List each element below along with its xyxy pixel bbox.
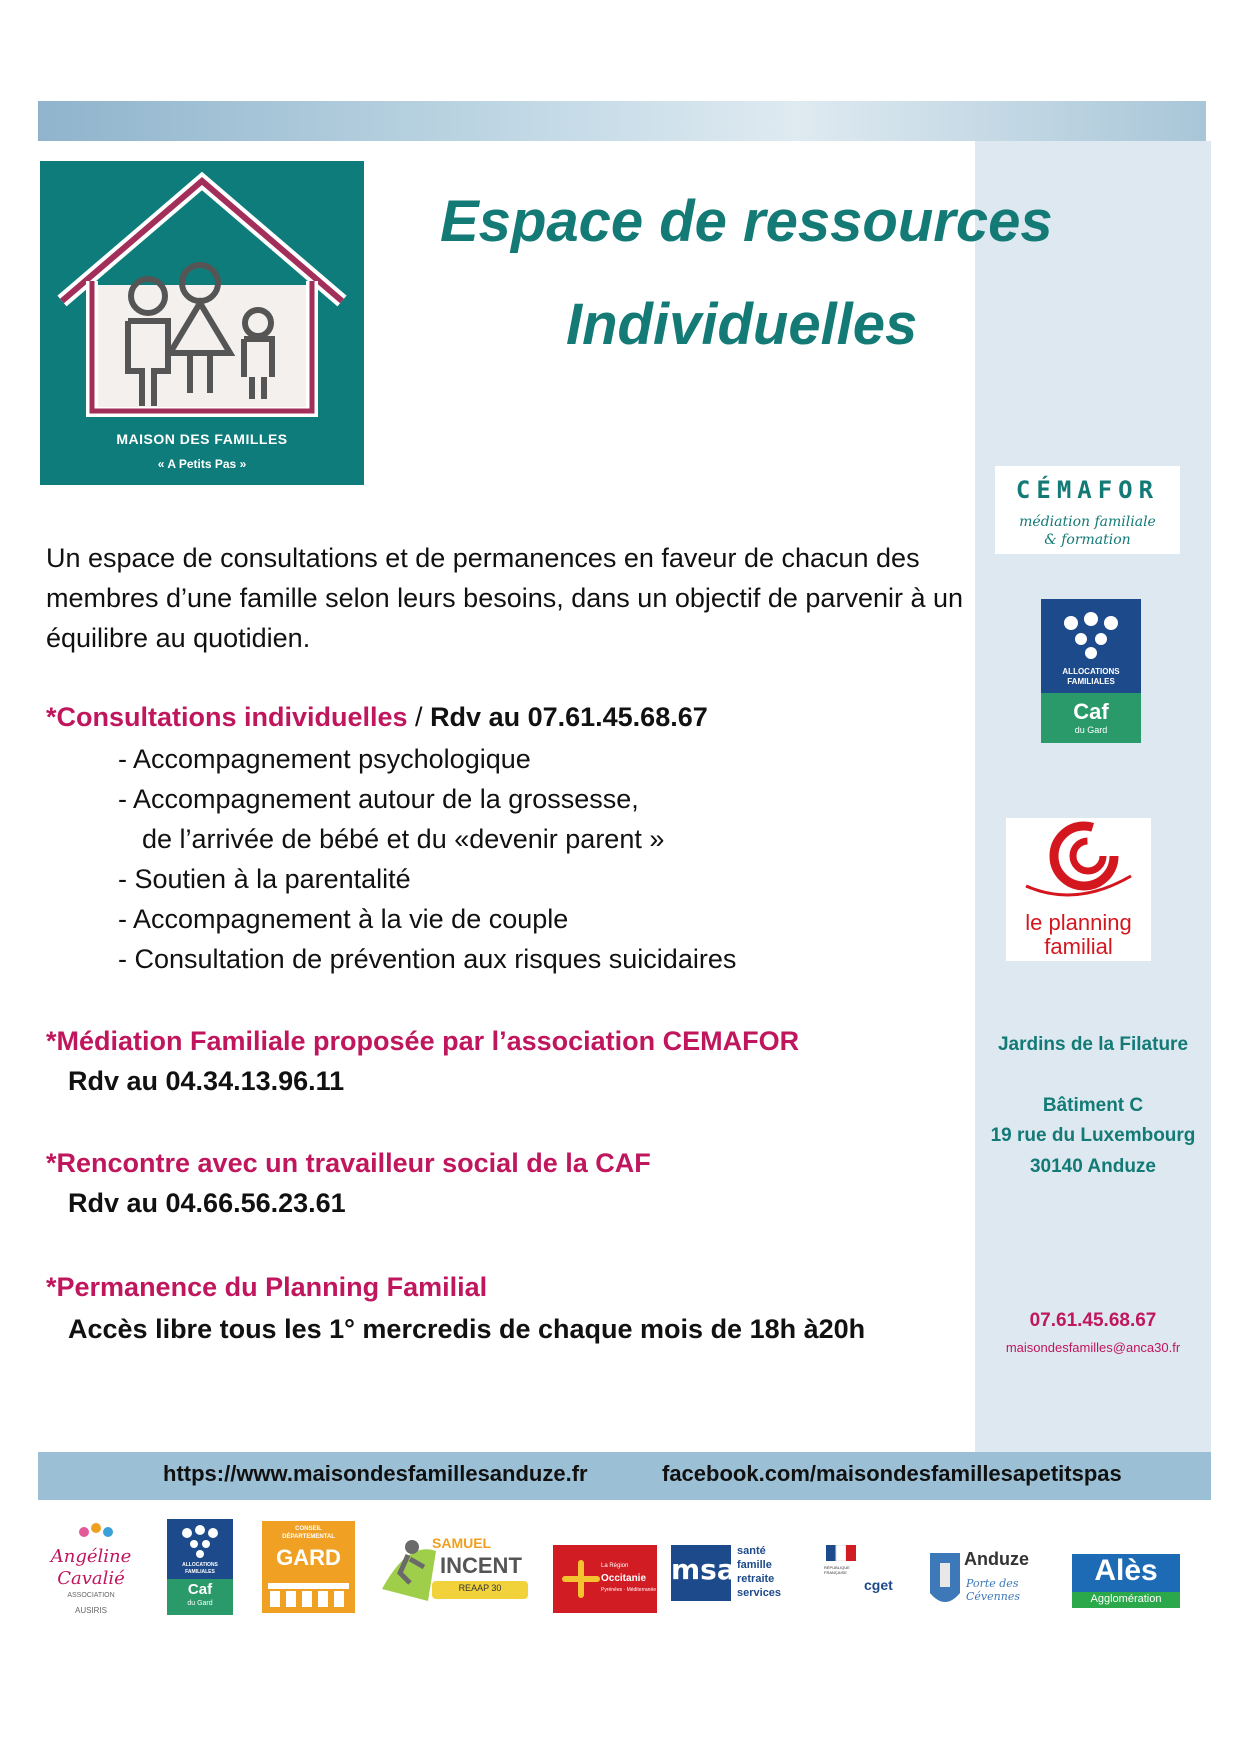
list-item: - Soutien à la parentalité [118,864,411,894]
title-line-2: Individuelles [566,292,918,357]
caf-line-3: Caf [1073,699,1109,724]
planning-familial-logo [1006,818,1151,961]
angeline-line-3: ASSOCIATION [67,1592,115,1599]
website-link[interactable]: https://www.maisondesfamillesanduze.fr [163,1461,588,1486]
facebook-link[interactable]: facebook.com/maisondesfamillesapetitspas [662,1461,1122,1486]
list-item: - Accompagnement psychologique [118,744,531,774]
caf-line-4: du Gard [1074,725,1108,735]
sidebar-email[interactable]: maisondesfamilles@anca30.fr [1005,1340,1181,1355]
samuel-line-3: REAAP 30 [458,1583,502,1593]
heading-separator: / [407,702,431,732]
caf-gard-partner-logo [167,1519,233,1615]
caf-partner-line-1: ALLOCATIONS [182,1562,218,1568]
gard-line-1: CONSEIL [295,1526,322,1532]
angeline-line-2: Cavalié [57,1568,125,1589]
cemafor-tagline-1: médiation familiale [1019,514,1156,530]
cemafor-logo [995,466,1180,554]
address-place: Jardins de la Filature [997,1034,1189,1055]
gard-line-2: DÉPARTEMENTAL [282,1534,335,1540]
planning-line-2: familial [1044,934,1113,959]
consultations-rdv: Rdv au 07.61.45.68.67 [430,702,708,732]
cget-line-2: cget [864,1577,893,1593]
list-item: - Consultation de prévention aux risques suicidaires [118,944,737,974]
caf-partner-line-4: du Gard [187,1600,213,1607]
logo-subtitle: « A Petits Pas » [157,457,247,471]
caf-partner-line-2: FAMILIALES [185,1569,215,1575]
list-item: - Accompagnement autour de la grossesse, [118,784,639,814]
msa-mark: msa [671,1553,736,1586]
anduze-line-1: Anduze [964,1549,1029,1569]
caf-heading: *Rencontre avec un travailleur social de la CAF [46,1148,651,1178]
consultations-heading: *Consultations individuelles [46,702,408,732]
occitanie-line-2: Occitanie [601,1573,647,1584]
caf-rdv: Rdv au 04.66.56.23.61 [68,1188,346,1218]
sidebar-phone[interactable]: 07.61.45.68.67 [1029,1310,1157,1331]
occitan-cross-icon [561,1559,601,1599]
msa-line-1: santé [737,1545,766,1557]
address-city: 30140 Anduze [1029,1156,1156,1177]
angeline-cavalie-logo [42,1514,140,1624]
samuel-line-1: SAMUEL [432,1535,492,1551]
town-crest-icon [928,1549,962,1613]
side-panel [975,141,1211,1453]
address-building: Bâtiment C [1042,1095,1144,1116]
list-item: de l’arrivée de bébé et du «devenir parent » [142,824,665,854]
caf-line-2: FAMILIALES [1067,677,1115,686]
planning-swirl-icon [1006,818,1151,908]
address-street: 19 rue du Luxembourg [990,1125,1196,1146]
anduze-line-2: Porte des Cévennes [966,1577,1020,1603]
list-item: - Accompagnement à la vie de couple [118,904,569,934]
ales-line-2: Agglomération [1090,1593,1162,1605]
anduze-logo [928,1549,1058,1615]
logo-name: MAISON DES FAMILLES [116,431,288,447]
cget-line-1: RÉPUBLIQUE FRANÇAISE [824,1565,850,1575]
ales-logo [1072,1554,1180,1608]
maison-des-familles-logo [40,161,364,485]
child-running-icon [378,1531,438,1603]
caf-logo [1041,599,1141,743]
top-band [38,101,1206,141]
samuel-vincent-logo [378,1531,530,1603]
cemafor-name: CÉMAFOR [1015,476,1160,504]
marianne-icon [826,1545,856,1561]
caf-family-icon [167,1521,233,1561]
angeline-line-1: Angéline [50,1546,132,1567]
consultations-heading-row [46,702,708,733]
caf-family-icon [1041,605,1141,665]
gard-logo [262,1521,355,1613]
msa-logo [671,1543,799,1605]
title-line-1: Espace de ressources [440,189,1053,254]
mediation-rdv: Rdv au 04.34.13.96.11 [68,1066,345,1096]
planning-heading: *Permanence du Planning Familial [46,1272,488,1302]
cemafor-tagline-2: & formation [1044,532,1131,548]
ales-line-1: Alès [1094,1554,1158,1587]
msa-line-2: famille [737,1559,772,1571]
cget-logo [824,1543,902,1609]
pont-du-gard-icon [262,1579,355,1609]
figures-icon [42,1514,140,1544]
msa-line-4: services [737,1587,782,1599]
caf-line-1: ALLOCATIONS [1062,667,1120,676]
occitanie-line-3: Pyrénées · Méditerranée [601,1587,657,1593]
msa-line-3: retraite [737,1573,775,1585]
occitanie-logo [553,1545,657,1613]
planning-line-1: le planning [1025,910,1132,935]
mediation-heading: *Médiation Familiale proposée par l’association CEMAFOR [46,1026,800,1056]
occitanie-line-1: La Région [601,1563,629,1569]
planning-detail: Accès libre tous les 1° mercredis de chaque mois de 18h à20h [68,1314,866,1344]
angeline-line-4: AUSIRIS [74,1606,107,1615]
samuel-line-2: INCENT [440,1553,522,1578]
gard-line-3: GARD [276,1545,341,1570]
caf-partner-line-3: Caf [187,1581,213,1598]
intro-paragraph: Un espace de consultations et de permanences en faveur de chacun des membres d’une famille selon leurs besoins, dans un objectif de parvenir à un équilibre au quotidien. [46,543,964,653]
